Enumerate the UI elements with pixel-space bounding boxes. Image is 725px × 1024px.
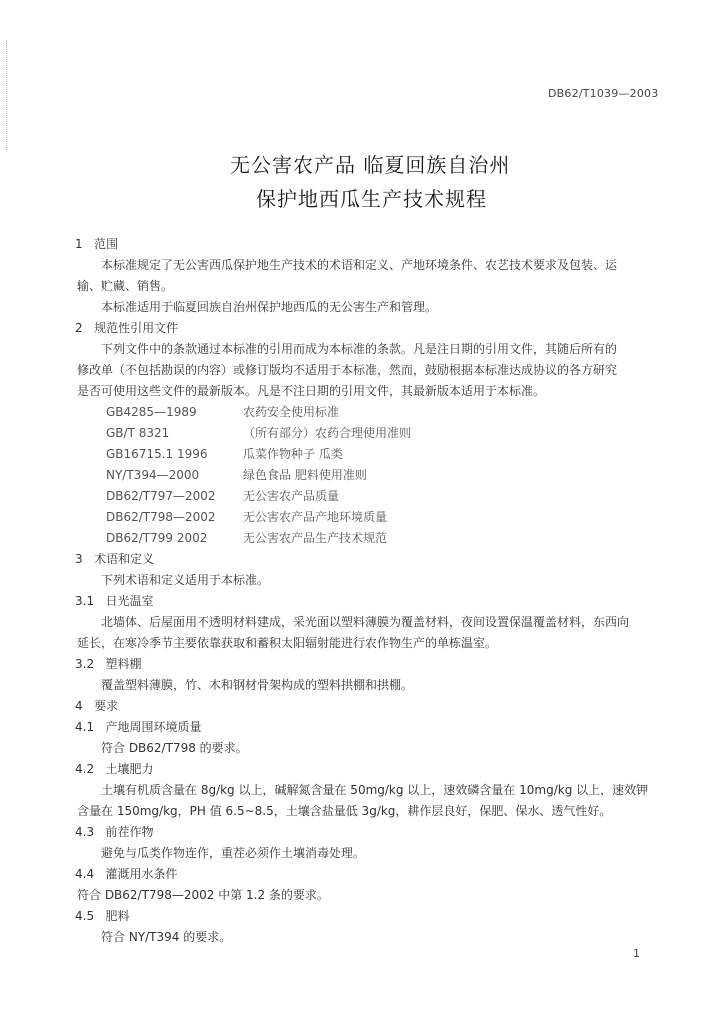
standard-number: DB62/T1039—2003 — [548, 87, 659, 100]
reference-title: 无公害农产品产地环境质量 — [243, 510, 388, 524]
reference-title: 绿色食品 肥料使用准则 — [243, 468, 367, 482]
page-number: 1 — [633, 947, 640, 960]
section-title: 范围 — [94, 237, 119, 251]
section-number: 4.5 — [75, 909, 95, 923]
section-number: 2 — [75, 321, 83, 335]
section-number: 4.2 — [75, 762, 95, 776]
reference-code: GB16715.1 1996 — [106, 447, 208, 461]
reference-title: 无公害农产品生产技术规范 — [243, 531, 388, 545]
reference-code: DB62/T797—2002 — [106, 489, 216, 503]
reference-title: （所有部分）农药合理使用准则 — [243, 426, 412, 440]
section-number: 4.1 — [75, 720, 95, 734]
reference-code: DB62/T799 2002 — [106, 531, 208, 545]
subsection-3-2-heading — [75, 656, 142, 672]
subsection-4-3-heading — [75, 824, 154, 840]
section-3-heading — [75, 551, 154, 567]
section-number: 3.2 — [75, 657, 95, 671]
paragraph: 符合 DB62/T798—2002 中第 1.2 条的要求。 — [77, 888, 329, 902]
reference-title: 无公害农产品质量 — [243, 489, 340, 503]
paragraph: 下列文件中的条款通过本标准的引用而成为本标准的条款。凡是注日期的引用文件，其随后所有的 — [101, 342, 618, 356]
paragraph: 土壤有机质含量在 8g/kg 以上，碱解氮含量在 50mg/kg 以上，速效磷含量在 10mg/kg 以上，速效钾 — [101, 783, 649, 797]
paragraph: 延长，在寒冷季节主要依靠获取和蓄积太阳辐射能进行农作物生产的单栋温室。 — [77, 636, 498, 650]
reference-code: DB62/T798—2002 — [106, 510, 216, 524]
section-title: 日光温室 — [105, 594, 154, 608]
section-title: 前茬作物 — [105, 825, 154, 839]
section-number: 4.3 — [75, 825, 95, 839]
paragraph: 修改单（不包括勘误的内容）或修订版均不适用于本标准，然而，鼓励根据本标准达成协议的各方研究 — [77, 363, 618, 377]
paragraph: 本标准规定了无公害西瓜保护地生产技术的术语和定义、产地环境条件、农艺技术要求及包装、运 — [101, 258, 618, 272]
reference-code: GB/T 8321 — [106, 426, 170, 440]
section-title: 土壤肥力 — [105, 762, 154, 776]
reference-title: 瓜菜作物种子 瓜类 — [243, 447, 343, 461]
reference-code: GB4285—1989 — [106, 405, 197, 419]
section-title: 要求 — [94, 699, 119, 713]
scan-edge-marks — [6, 40, 9, 150]
section-number: 4.4 — [75, 867, 95, 881]
section-number: 1 — [75, 237, 83, 251]
paragraph: 是否可使用这些文件的最新版本。凡是不注日期的引用文件，其最新版本适用于本标准。 — [77, 384, 546, 398]
reference-code: NY/T394—2000 — [106, 468, 200, 482]
title-line-2: 保护地西瓜生产技术规程 — [256, 187, 487, 211]
section-number: 4 — [75, 699, 83, 713]
section-number: 3 — [75, 552, 83, 566]
section-title: 产地周围环境质量 — [105, 720, 202, 734]
paragraph: 符合 DB62/T798 的要求。 — [101, 741, 248, 755]
section-1-heading — [75, 236, 118, 252]
paragraph: 含量在 150mg/kg，PH 值 6.5~8.5，土壤含盐量低 3g/kg，耕作层良好，保肥、保水、透气性好。 — [77, 804, 612, 818]
section-title: 术语和定义 — [94, 552, 155, 566]
paragraph: 北墙体、后屋面用不透明材料建成，采光面以塑料薄膜为覆盖材料，夜间设置保温覆盖材料，东西向 — [101, 615, 630, 629]
section-title: 塑料棚 — [105, 657, 142, 671]
subsection-4-4-heading — [75, 866, 178, 882]
section-number: 3.1 — [75, 594, 95, 608]
subsection-4-2-heading — [75, 761, 154, 777]
subsection-3-1-heading — [75, 593, 154, 609]
reference-title: 农药安全使用标准 — [243, 405, 340, 419]
paragraph: 本标准适用于临夏回族自治州保护地西瓜的无公害生产和管理。 — [101, 300, 438, 314]
section-title: 规范性引用文件 — [94, 321, 179, 335]
section-2-heading — [75, 320, 178, 336]
paragraph: 覆盖塑料薄膜，竹、木和钢材骨架构成的塑料拱棚和拱棚。 — [101, 678, 414, 692]
section-title: 肥料 — [105, 909, 130, 923]
paragraph: 避免与瓜类作物连作，重茬必须作土壤消毒处理。 — [101, 846, 366, 860]
title-line-1: 无公害农产品 临夏回族自治州 — [230, 153, 511, 177]
paragraph: 下列术语和定义适用于本标准。 — [101, 573, 270, 587]
section-title: 灌溉用水条件 — [105, 867, 178, 881]
section-4-heading — [75, 698, 118, 714]
paragraph: 符合 NY/T394 的要求。 — [101, 930, 232, 944]
subsection-4-5-heading — [75, 908, 130, 924]
subsection-4-1-heading — [75, 719, 202, 735]
paragraph: 输、贮藏、销售。 — [77, 279, 174, 293]
